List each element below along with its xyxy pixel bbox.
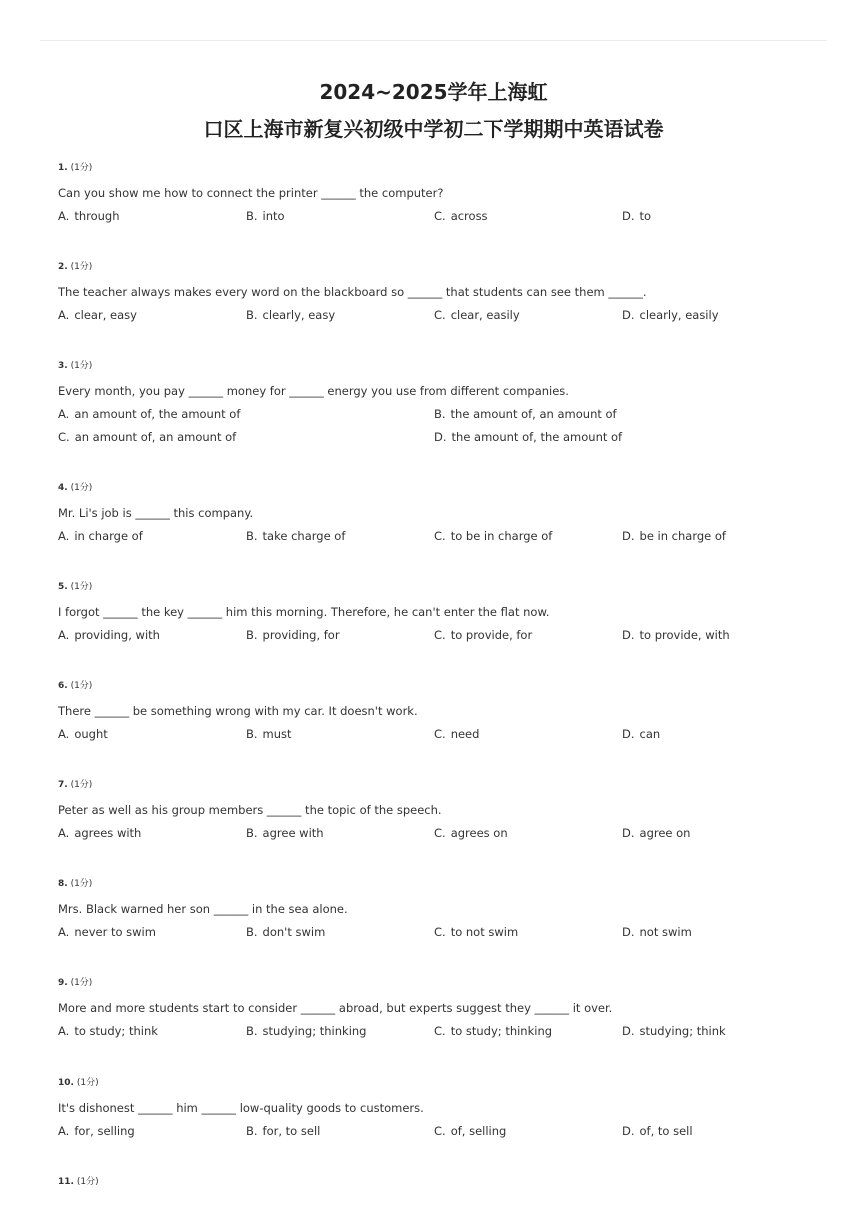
option-letter: A. — [58, 308, 70, 322]
option-text: to be in charge of — [450, 529, 553, 543]
question-4-header — [58, 480, 92, 493]
question-4-option-a[interactable] — [58, 529, 143, 543]
option-text: can — [639, 727, 661, 741]
option-letter: B. — [246, 826, 258, 840]
question-3-option-c[interactable] — [58, 430, 236, 444]
question-number: 5. — [58, 582, 68, 592]
question-score: (1分) — [70, 262, 93, 272]
option-text: ought — [74, 727, 108, 741]
question-number: 3. — [58, 361, 68, 371]
question-number: 6. — [58, 681, 68, 691]
question-score: (1分) — [70, 879, 93, 889]
option-text: to not swim — [450, 925, 519, 939]
question-3-option-a[interactable] — [58, 407, 240, 421]
option-letter: B. — [246, 1024, 258, 1038]
option-text: agree on — [639, 826, 691, 840]
question-number: 7. — [58, 780, 68, 790]
option-text: agree with — [262, 826, 324, 840]
question-score: (1分) — [70, 978, 93, 988]
option-text: need — [450, 727, 480, 741]
question-6-option-c[interactable] — [434, 727, 479, 741]
question-number: 8. — [58, 879, 68, 889]
option-text: clearly, easy — [262, 308, 336, 322]
option-text: clear, easy — [74, 308, 137, 322]
option-text: providing, with — [74, 628, 160, 642]
option-text: must — [262, 727, 292, 741]
option-letter: C. — [434, 529, 446, 543]
question-score: (1分) — [70, 483, 93, 493]
option-text: studying; thinking — [262, 1024, 367, 1038]
option-text: agrees with — [74, 826, 142, 840]
option-text: an amount of, an amount of — [74, 430, 237, 444]
question-5-option-a[interactable] — [58, 628, 160, 642]
option-letter: B. — [246, 209, 258, 223]
option-text: for, selling — [74, 1124, 135, 1138]
question-1-option-a[interactable] — [58, 209, 120, 223]
option-text: take charge of — [262, 529, 346, 543]
question-8-option-d[interactable] — [622, 925, 692, 939]
option-letter: B. — [246, 628, 258, 642]
option-letter: A. — [58, 925, 70, 939]
question-10-option-d[interactable] — [622, 1124, 693, 1138]
question-3-option-d[interactable] — [434, 430, 622, 444]
question-9-option-a[interactable] — [58, 1024, 158, 1038]
question-score: (1分) — [70, 780, 93, 790]
option-letter: B. — [246, 529, 258, 543]
option-text: clearly, easily — [639, 308, 719, 322]
question-7-header — [58, 777, 92, 790]
option-letter: B. — [246, 308, 258, 322]
question-3-option-b[interactable] — [434, 407, 617, 421]
question-4-option-b[interactable] — [246, 529, 345, 543]
option-letter: B. — [246, 925, 258, 939]
option-text: don't swim — [262, 925, 326, 939]
option-letter: A. — [58, 529, 70, 543]
option-letter: D. — [622, 826, 635, 840]
question-6-stem: There ______ be something wrong with my car. It doesn't work. — [58, 704, 418, 718]
option-text: in charge of — [74, 529, 143, 543]
question-2-header — [58, 259, 92, 272]
question-2-option-d[interactable] — [622, 308, 719, 322]
question-8-option-a[interactable] — [58, 925, 156, 939]
question-1-option-b[interactable] — [246, 209, 285, 223]
option-letter: D. — [622, 925, 635, 939]
option-text: to study; think — [74, 1024, 158, 1038]
question-4-option-c[interactable] — [434, 529, 552, 543]
question-4-stem: Mr. Li's job is ______ this company. — [58, 506, 254, 520]
question-score: (1分) — [76, 1078, 99, 1088]
option-text: to — [639, 209, 652, 223]
option-letter: C. — [434, 209, 446, 223]
question-1-stem: Can you show me how to connect the printer ______ the computer? — [58, 186, 444, 200]
question-2-stem: The teacher always makes every word on the blackboard so ______ that students can see them ______. — [58, 285, 647, 299]
option-text: through — [74, 209, 120, 223]
option-text: an amount of, the amount of — [74, 407, 241, 421]
question-6-option-a[interactable] — [58, 727, 108, 741]
question-10-option-c[interactable] — [434, 1124, 506, 1138]
option-letter: D. — [622, 1124, 635, 1138]
option-letter: C. — [434, 826, 446, 840]
question-8-stem: Mrs. Black warned her son ______ in the sea alone. — [58, 902, 348, 916]
option-letter: C. — [434, 925, 446, 939]
option-letter: D. — [622, 1024, 635, 1038]
option-text: across — [450, 209, 488, 223]
option-letter: B. — [434, 407, 446, 421]
question-number: 4. — [58, 483, 68, 493]
option-letter: D. — [622, 209, 635, 223]
question-9-option-b[interactable] — [246, 1024, 366, 1038]
option-text: into — [262, 209, 285, 223]
option-letter: B. — [246, 1124, 258, 1138]
question-number: 10. — [58, 1078, 74, 1088]
option-text: studying; think — [639, 1024, 726, 1038]
page-top-divider — [40, 40, 827, 41]
option-letter: B. — [246, 727, 258, 741]
question-10-option-b[interactable] — [246, 1124, 320, 1138]
question-score: (1分) — [70, 681, 93, 691]
option-text: for, to sell — [262, 1124, 321, 1138]
option-text: not swim — [639, 925, 692, 939]
option-letter: C. — [58, 430, 70, 444]
question-9-header — [58, 975, 92, 988]
question-score: (1分) — [70, 361, 93, 371]
question-1-header — [58, 160, 92, 173]
question-2-option-b[interactable] — [246, 308, 335, 322]
question-8-option-b[interactable] — [246, 925, 325, 939]
question-7-option-c[interactable] — [434, 826, 508, 840]
question-number: 11. — [58, 1177, 74, 1187]
question-number: 9. — [58, 978, 68, 988]
question-7-option-a[interactable] — [58, 826, 141, 840]
question-number: 2. — [58, 262, 68, 272]
question-number: 1. — [58, 163, 68, 173]
question-6-option-d[interactable] — [622, 727, 660, 741]
question-3-header — [58, 358, 92, 371]
option-letter: A. — [58, 1124, 70, 1138]
question-6-option-b[interactable] — [246, 727, 292, 741]
option-text: the amount of, the amount of — [451, 430, 623, 444]
question-7-option-b[interactable] — [246, 826, 324, 840]
question-2-option-c[interactable] — [434, 308, 520, 322]
option-letter: D. — [622, 628, 635, 642]
option-letter: A. — [58, 628, 70, 642]
question-5-option-d[interactable] — [622, 628, 730, 642]
question-1-option-d[interactable] — [622, 209, 651, 223]
option-letter: A. — [58, 209, 70, 223]
option-text: the amount of, an amount of — [450, 407, 617, 421]
page-title-line-1: 2024~2025学年上海虹 — [319, 80, 548, 104]
option-text: of, selling — [450, 1124, 507, 1138]
question-10-header — [58, 1075, 99, 1088]
option-text: to study; thinking — [450, 1024, 553, 1038]
question-5-option-b[interactable] — [246, 628, 340, 642]
question-score: (1分) — [70, 582, 93, 592]
option-letter: A. — [58, 826, 70, 840]
question-9-option-c[interactable] — [434, 1024, 552, 1038]
question-3-stem: Every month, you pay ______ money for ______ energy you use from different companies. — [58, 384, 569, 398]
option-letter: A. — [58, 1024, 70, 1038]
question-5-header — [58, 579, 92, 592]
question-10-option-a[interactable] — [58, 1124, 135, 1138]
question-7-option-d[interactable] — [622, 826, 690, 840]
question-5-option-c[interactable] — [434, 628, 532, 642]
option-letter: A. — [58, 727, 70, 741]
question-4-option-d[interactable] — [622, 529, 726, 543]
option-letter: C. — [434, 308, 446, 322]
option-text: never to swim — [74, 925, 156, 939]
option-letter: C. — [434, 628, 446, 642]
option-text: of, to sell — [639, 1124, 693, 1138]
option-letter: A. — [58, 407, 70, 421]
option-text: agrees on — [450, 826, 508, 840]
option-letter: C. — [434, 727, 446, 741]
question-8-header — [58, 876, 92, 889]
option-text: providing, for — [262, 628, 340, 642]
question-score: (1分) — [70, 163, 93, 173]
page-title-line-2: 口区上海市新复兴初级中学初二下学期期中英语试卷 — [203, 117, 664, 141]
question-9-option-d[interactable] — [622, 1024, 726, 1038]
option-letter: D. — [622, 529, 635, 543]
question-2-option-a[interactable] — [58, 308, 137, 322]
option-text: clear, easily — [450, 308, 520, 322]
question-9-stem: More and more students start to consider ______ abroad, but experts suggest they ______ it over. — [58, 1001, 613, 1015]
question-10-stem: It's dishonest ______ him ______ low-quality goods to customers. — [58, 1101, 424, 1115]
question-1-option-c[interactable] — [434, 209, 488, 223]
question-5-stem: I forgot ______ the key ______ him this morning. Therefore, he can't enter the flat now. — [58, 605, 550, 619]
option-letter: C. — [434, 1024, 446, 1038]
option-text: to provide, with — [639, 628, 730, 642]
question-7-stem: Peter as well as his group members ______ the topic of the speech. — [58, 803, 442, 817]
option-letter: D. — [434, 430, 447, 444]
option-letter: C. — [434, 1124, 446, 1138]
option-letter: D. — [622, 727, 635, 741]
question-6-header — [58, 678, 92, 691]
question-8-option-c[interactable] — [434, 925, 518, 939]
question-score: (1分) — [76, 1177, 99, 1187]
option-text: be in charge of — [639, 529, 726, 543]
question-11-header — [58, 1174, 99, 1187]
option-text: to provide, for — [450, 628, 533, 642]
option-letter: D. — [622, 308, 635, 322]
